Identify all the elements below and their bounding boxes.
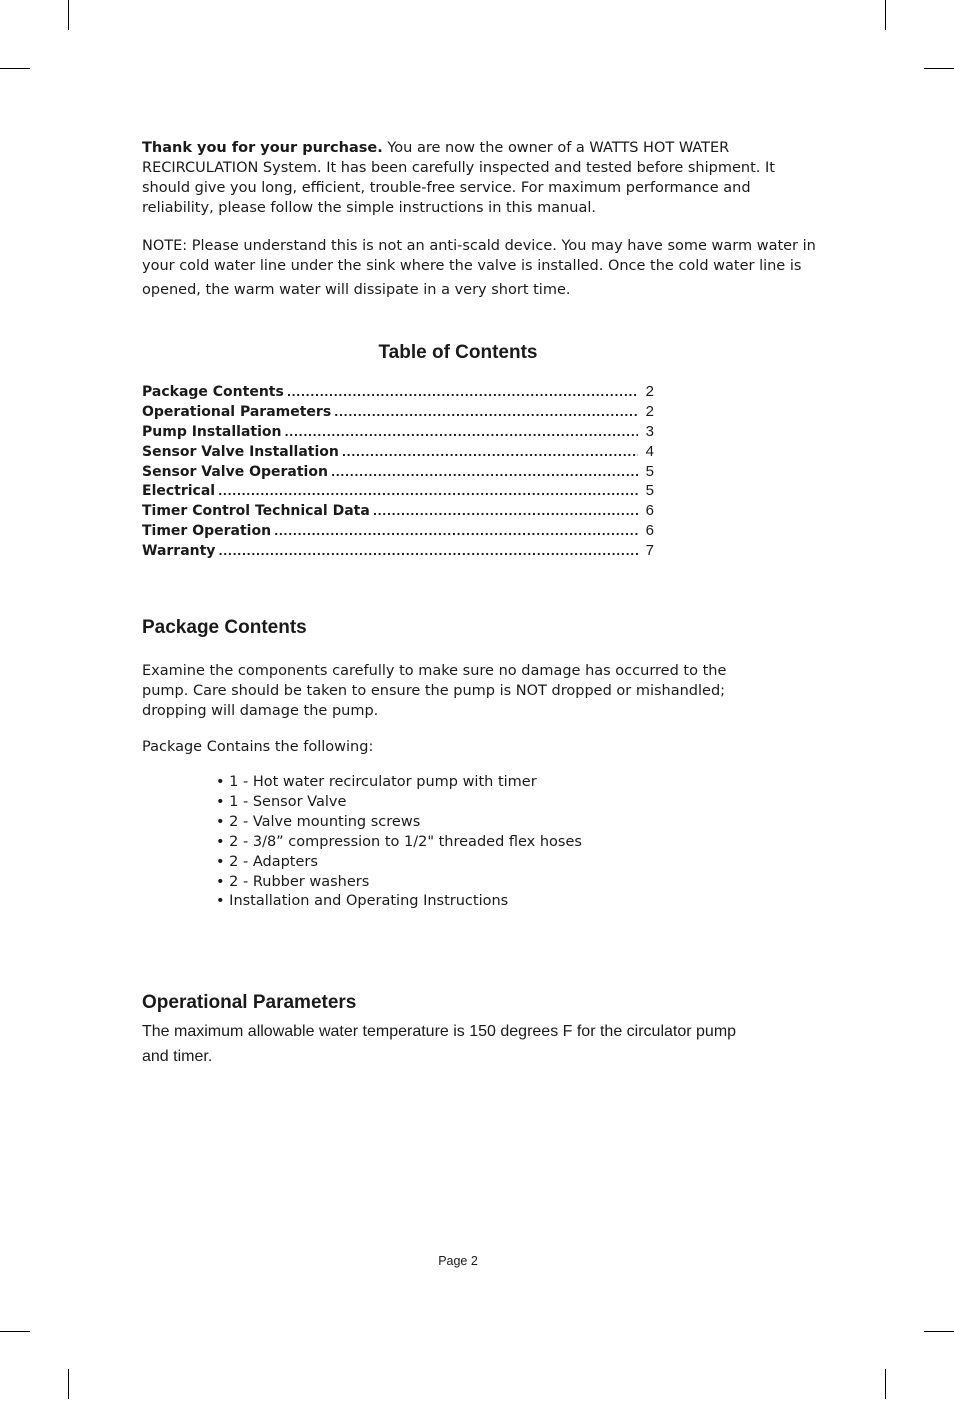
operational-parameters-heading: Operational Parameters (142, 992, 357, 1013)
intro-section (142, 138, 822, 300)
note-text: NOTE: Please understand this is not an anti-scald device. You may have some warm water in your cold water line under the sink where the valve is installed. Once the cold water line is (142, 238, 816, 274)
package-item: • 2 - Adapters (216, 853, 318, 870)
toc-entry-title: Sensor Valve Operation (142, 463, 328, 480)
toc-leader-dots (218, 545, 638, 558)
package-items-list (216, 773, 582, 912)
toc-entry-page: 5 (645, 462, 654, 480)
toc-leader-dots (342, 446, 638, 459)
toc-entry-page: 5 (645, 482, 654, 500)
toc-entry (142, 502, 654, 522)
toc-entry (142, 463, 654, 483)
toc-leader-dots (331, 466, 638, 479)
toc-entry-page: 6 (645, 522, 654, 540)
toc-entry-title: Package Contents (142, 384, 284, 400)
package-item: • 2 - Valve mounting screws (216, 813, 421, 830)
toc-entry-title: Timer Control Technical Data (142, 503, 370, 520)
toc-entry-page: 7 (645, 542, 654, 560)
package-item: • 1 - Sensor Valve (216, 793, 347, 810)
crop-mark (68, 1369, 69, 1399)
toc-title: Table of Contents (378, 342, 538, 363)
toc-entry (142, 522, 654, 542)
toc-entry-page: 4 (645, 442, 654, 460)
toc-leader-dots (274, 525, 638, 538)
package-contains-label: Package Contains the following: (142, 739, 374, 755)
toc-leader-dots (284, 426, 638, 439)
toc-entry-title: Timer Operation (142, 523, 272, 540)
thank-you-lead: Thank you for your purchase. (142, 140, 383, 156)
toc-entry-page: 2 (645, 383, 654, 400)
crop-mark (0, 1331, 30, 1332)
package-contents-text (142, 661, 742, 757)
crop-mark (0, 68, 30, 69)
toc-entry (142, 443, 654, 463)
crop-mark (924, 68, 954, 69)
crop-mark (885, 0, 886, 30)
toc-entry (142, 542, 654, 562)
toc-entry-title: Pump Installation (142, 423, 282, 440)
note-text-end: opened, the warm water will dissipate in a very short time. (142, 282, 571, 298)
thank-you-paragraph (142, 138, 822, 218)
toc-entry-title: Operational Parameters (142, 403, 332, 420)
toc-entry-title: Warranty (142, 543, 216, 560)
thank-you-body: You are now the owner of a WATTS HOT WATER RECIRCULATION System. It has been carefully inspected and tested before shipment. It should give you long, efficient, trouble-free service. For maximum performance and reliability, please follow the simple instructions in this manual. (142, 140, 775, 216)
package-item: • Installation and Operating Instructions (216, 893, 509, 910)
operational-parameters-text: The maximum allowable water temperature is 150 degrees F for the circulator pump and timer. (142, 1023, 737, 1065)
table-of-contents (142, 383, 654, 562)
package-intro: Examine the components carefully to make sure no damage has occurred to the pump. Care should be taken to ensure the pump is NOT dropped or mishandled; dropping will damage the pump. (142, 663, 727, 719)
package-item: • 1 - Hot water recirculator pump with timer (216, 774, 537, 790)
note-paragraph (142, 236, 822, 300)
toc-entry-page: 2 (645, 402, 654, 420)
toc-leader-dots (373, 505, 638, 518)
toc-entry-page: 3 (645, 422, 654, 440)
toc-entry (142, 383, 654, 403)
crop-mark (885, 1369, 886, 1399)
crop-mark (68, 0, 69, 30)
toc-entry-title: Sensor Valve Installation (142, 443, 339, 460)
toc-leader-dots (218, 485, 638, 498)
package-item: • 2 - Rubber washers (216, 873, 370, 890)
package-item: • 2 - 3/8” compression to 1/2" threaded flex hoses (216, 833, 582, 850)
package-contents-heading: Package Contents (142, 617, 307, 638)
crop-mark (924, 1331, 954, 1332)
toc-entry-title: Electrical (142, 483, 216, 500)
page-number: Page 2 (438, 1254, 478, 1268)
toc-leader-dots (287, 386, 638, 399)
toc-entry (142, 482, 654, 502)
toc-entry-page: 6 (645, 502, 654, 520)
toc-entry (142, 423, 654, 443)
toc-leader-dots (334, 406, 638, 419)
toc-entry (142, 403, 654, 423)
